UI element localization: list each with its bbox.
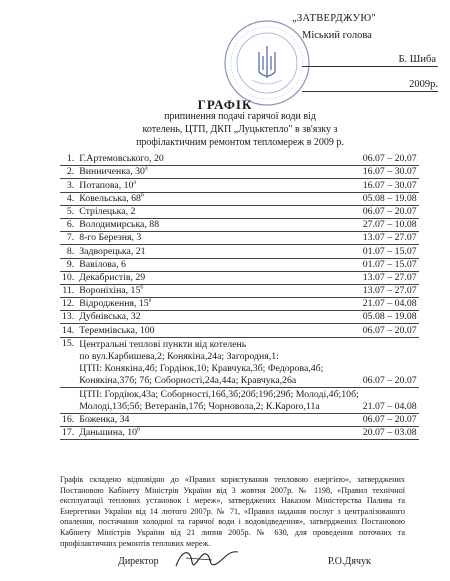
row-address: Боженка, 34 xyxy=(77,413,361,426)
row-address xyxy=(77,387,361,413)
row-address xyxy=(77,337,361,387)
row-number: 16. xyxy=(60,413,77,426)
row-number: 15. xyxy=(60,337,77,387)
signer-name: Р.О.Дячук xyxy=(328,556,371,567)
table-row xyxy=(60,258,419,271)
table-row xyxy=(60,337,419,387)
legal-note: Графік складено відповідно до «Правил користування тепловою енергією», затверджених Постановою Кабінету Міністрів України від 3 жовтня 2007р. № 1198, «Правил технічної експлуатації теплових установок і мереж», затверджених Наказом Міністерства Палива та Енергетики України від 14 лютого 2007р. № 71, «Правил надання послуг з централізованого опалення, постачання холодної та гарячої води і водовідведення», затверджених Постановою Кабінету Міністрів України від 21 липня 2005р. № 630, для проведення поточних та профілактичних ремонтів теплових мереж. xyxy=(60,475,405,548)
row-dates: 06.07 – 20.07 xyxy=(362,413,417,425)
table-row xyxy=(60,298,419,311)
address-line: ЦТП: Гордіюк,43а; Соборності,16б,3б;20б;19б;29б; Молоді,4б;10б; xyxy=(79,388,359,400)
approver-name-line xyxy=(302,55,438,67)
row-number: 10. xyxy=(60,271,77,284)
row-number: 12. xyxy=(60,298,77,311)
schedule-table xyxy=(60,153,419,440)
row-dates: 13.07 – 27.07 xyxy=(362,285,417,297)
address-line: Молоді,13б;5б; Ветеранів,17б; Чорновола,2; К.Кароrо,11а xyxy=(79,400,320,412)
row-dates: 13.07 – 27.07 xyxy=(362,271,417,283)
address-line: по вул.Карбишева,2; Конякіна,24а; Загородня,1: xyxy=(79,350,279,362)
table-row xyxy=(60,153,419,166)
row-number: 11. xyxy=(60,284,77,297)
table-row xyxy=(60,284,419,297)
row-number: 13. xyxy=(60,311,77,324)
row-dates: 13.07 – 27.07 xyxy=(362,232,417,244)
row-dates: 06.07 – 20.07 xyxy=(361,337,419,387)
approve-word: „ЗАТВЕРДЖУЮ" xyxy=(292,13,376,24)
row-dates: 05.08 – 19.08 xyxy=(362,192,417,204)
table-row xyxy=(60,166,419,179)
signature-row xyxy=(118,556,371,567)
row-address: Вороніхіна, $15^б$ xyxy=(77,284,361,297)
row-address: Даньшина, $10^б$ xyxy=(77,426,361,439)
signer-role: Директор xyxy=(118,556,159,567)
row-address: Дубнівська, 32 xyxy=(77,311,361,324)
document-subtitle xyxy=(110,110,370,149)
row-dates: 01.07 – 15.07 xyxy=(362,258,417,270)
approver-name: Б. Шиба xyxy=(398,54,436,65)
row-number: 7. xyxy=(60,232,77,245)
address-line: Конякіна,37б; 7б; Соборності,24а,44а; Кравчука,26а xyxy=(79,374,297,386)
row-address: 8-го Березня, 3 xyxy=(77,232,361,245)
row-address: Винниченка, $30^а$ xyxy=(77,166,361,179)
row-number: 3. xyxy=(60,179,77,192)
table-row xyxy=(60,179,419,192)
table-row xyxy=(60,271,419,284)
row-address: Ковельська, $68^б$ xyxy=(77,192,361,205)
row-address: Декабристів, 29 xyxy=(77,271,361,284)
row-address: Володимирська, 88 xyxy=(77,218,361,231)
row-dates: 16.07 – 30.07 xyxy=(362,166,417,178)
row-number xyxy=(60,387,77,413)
official-seal-icon xyxy=(222,18,312,108)
row-dates: 21.07 – 04.08 xyxy=(361,387,419,413)
row-dates: 06.07 – 20.07 xyxy=(362,324,417,336)
handwritten-signature xyxy=(172,544,242,574)
row-address: Г.Артемовського, 20 xyxy=(77,153,361,166)
row-number: 9. xyxy=(60,258,77,271)
row-number: 4. xyxy=(60,192,77,205)
table-row xyxy=(60,232,419,245)
table-row xyxy=(60,387,419,413)
table-row xyxy=(60,311,419,324)
table-row xyxy=(60,205,419,218)
document-title: ГРАФІК xyxy=(197,97,253,112)
subtitle-line: профілактичним ремонтом тепломереж в 2009 р. xyxy=(136,137,344,148)
table-row xyxy=(60,192,419,205)
row-number: 5. xyxy=(60,205,77,218)
row-address: Теремнівська, 100 xyxy=(77,324,361,337)
table-row xyxy=(60,245,419,258)
approval-date-line xyxy=(302,80,438,92)
row-number: 1. xyxy=(60,153,77,166)
row-dates: 27.07 – 10.08 xyxy=(362,219,417,231)
row-number: 17. xyxy=(60,426,77,439)
row-dates: 01.07 – 15.07 xyxy=(362,245,417,257)
approver-position: Міський голова xyxy=(302,30,372,41)
row-dates: 20.07 – 03.08 xyxy=(362,427,417,438)
row-address: Стрілецька, 2 xyxy=(77,205,361,218)
row-address: Потапова, $10^а$ xyxy=(77,179,361,192)
row-dates: 06.07 – 20.07 xyxy=(362,153,417,165)
address-line: Центральні теплові пункти від котелень xyxy=(79,338,247,350)
row-address: Відродження, $15^а$ xyxy=(77,298,361,311)
row-number: 8. xyxy=(60,245,77,258)
row-address: Вавілова, 6 xyxy=(77,258,361,271)
table-row xyxy=(60,413,419,426)
row-dates: 21.07 – 04.08 xyxy=(362,298,417,310)
address-line: ЦТП: Конякіна,4б; Гордіюк,10; Кравчука,3б; Федорова,4б; xyxy=(79,362,324,374)
table-row xyxy=(60,324,419,337)
table-row xyxy=(60,218,419,231)
row-number: 6. xyxy=(60,218,77,231)
approval-year: 2009р. xyxy=(409,79,438,90)
row-number: 14. xyxy=(60,324,77,337)
row-dates: 06.07 – 20.07 xyxy=(362,205,417,217)
row-number: 2. xyxy=(60,166,77,179)
row-address: Задворецька, 21 xyxy=(77,245,361,258)
subtitle-line: котелень, ЦТП, ДКП „Луцьктепло" в зв'язку з xyxy=(142,124,338,135)
row-dates: 16.07 – 30.07 xyxy=(362,179,417,191)
row-dates: 05.08 – 19.08 xyxy=(362,311,417,323)
subtitle-line: припинення подачі гарячої води від xyxy=(164,111,316,122)
table-row xyxy=(60,426,419,439)
